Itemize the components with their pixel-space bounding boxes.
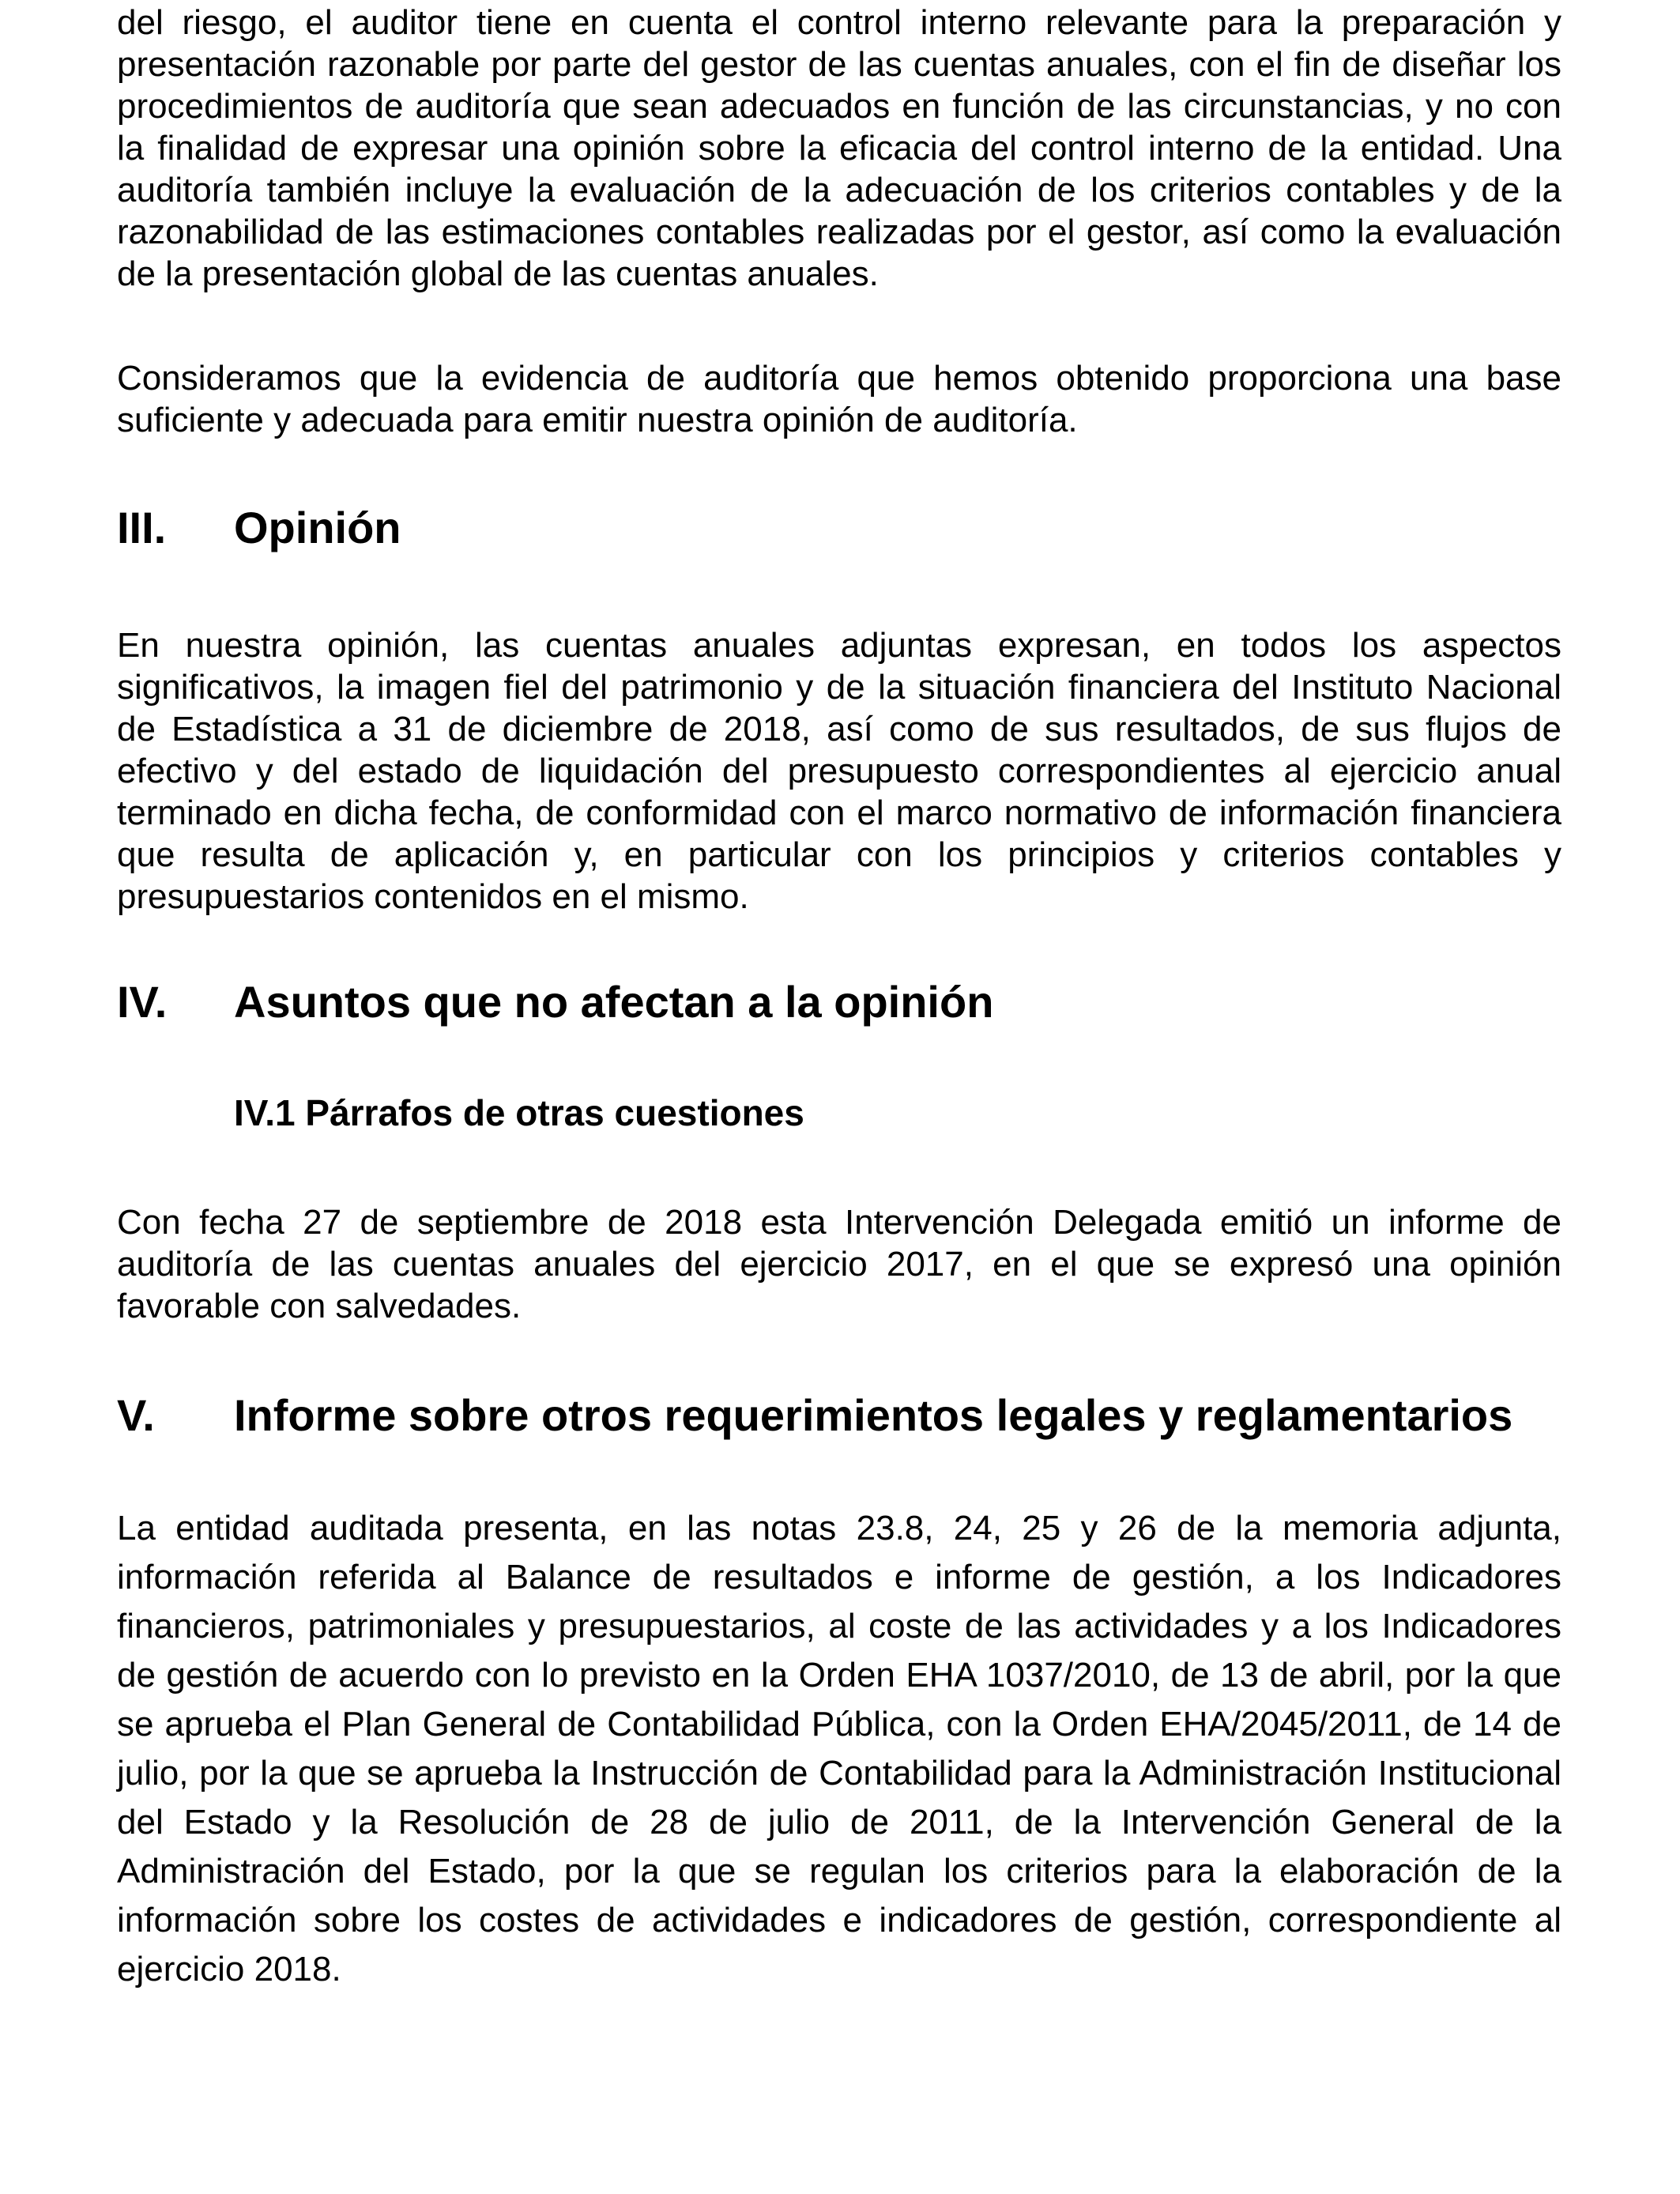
section-number: V. [117,1390,155,1440]
paragraph-audit-procedures: del riesgo, el auditor tiene en cuenta el control interno relevante para la preparación y presentación razonable por parte del gestor de las cuentas anuales, con el fin de diseñar los procedimientos de auditoría que sean adecuados en función de las circunstancias, y no con la finalidad de expresar una opinión sobre la eficacia del control interno de la entidad. Una auditoría también incluye la evaluación de la adecuación de los criterios contables y de la razonabilidad de las estimaciones contables realizadas por el gestor, así como la evaluación de la presentación global de las cuentas anuales. [117,3,1561,293]
paragraph-legal-requirements: La entidad auditada presenta, en las notas 23.8, 24, 25 y 26 de la memoria adjunta, información referida al Balance de resultados e informe de gestión, a los Indicadores financieros, patrimoniales y presupuestarios, al coste de las actividades y a los Indicadores de gestión de acuerdo con lo previsto en la Orden EHA 1037/2010, de 13 de abril, por la que se aprueba el Plan General de Contabilidad Pública, con la Orden EHA/2045/2011, de 14 de julio, por la que se aprueba la Instrucción de Contabilidad para la Administración Institucional del Estado y la Resolución de 28 de julio de 2011, de la Intervención General de la Administración del Estado, por la que se regulan los criterios para la elaboración de la información sobre los costes de actividades e indicadores de gestión, correspondiente al ejercicio 2018. [117,1509,1561,1989]
section-heading-opinion [117,502,1561,554]
section-title: Asuntos que no afectan a la opinión [234,977,994,1027]
section-number: III. [117,503,167,552]
section-title: Informe sobre otros requerimientos legales y reglamentarios [234,1390,1513,1440]
paragraph-audit-evidence: Consideramos que la evidencia de auditoría que hemos obtenido proporciona una base suficiente y adecuada para emitir nuestra opinión de auditoría. [117,359,1561,439]
section-number: IV. [117,977,168,1027]
paragraph-opinion: En nuestra opinión, las cuentas anuales adjuntas expresan, en todos los aspectos significativos, la imagen fiel del patrimonio y de la situación financiera del Instituto Nacional de Estadística a 31 de diciembre de 2018, así como de sus resultados, de sus flujos de efectivo y del estado de liquidación del presupuesto correspondientes al ejercicio anual terminado en dicha fecha, de conformidad con el marco normativo de información financiera que resulta de aplicación y, en particular con los principios y criterios contables y presupuestarios contenidos en el mismo. [117,626,1561,916]
section-heading-other-matters [117,976,1561,1028]
subsection-heading-other-paragraphs: IV.1 Párrafos de otras cuestiones [234,1092,804,1133]
section-heading-legal-requirements [117,1389,1561,1442]
paragraph-prior-report: Con fecha 27 de septiembre de 2018 esta Intervención Delegada emitió un informe de auditoría de las cuentas anuales del ejercicio 2017, en el que se expresó una opinión favorable con salvedades. [117,1203,1561,1325]
section-title: Opinión [234,503,401,552]
